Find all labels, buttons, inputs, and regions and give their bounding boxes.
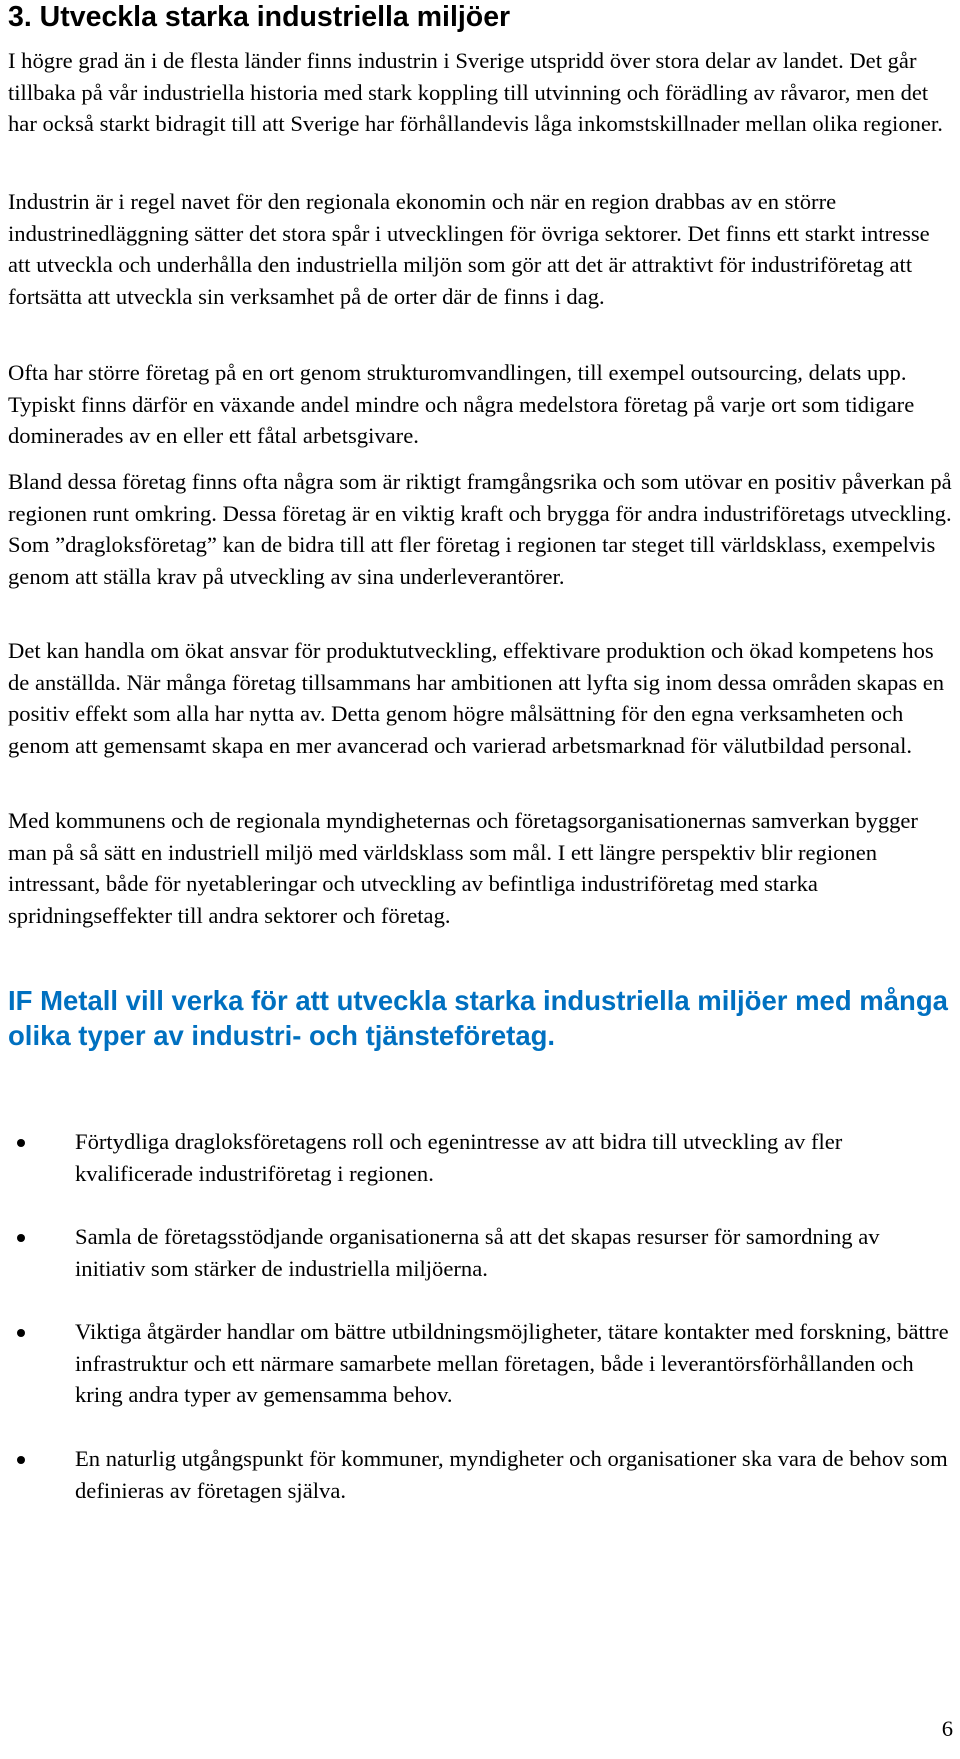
list-item-text: En naturlig utgångspunkt för kommuner, myndigheter och organisationer ska vara de behov som definieras av företagen själva.	[75, 1446, 948, 1503]
paragraph-1: I högre grad än i de flesta länder finns industrin i Sverige utspridd över stora delar av landet. Det går tillbaka på vår industriella historia med stark koppling till utvinning och förädling av råvaror, men det har också starkt bidragit till att Sverige har förhållandevis låga inkomstskillnader mellan olika regioner.	[8, 48, 943, 136]
section-heading: 3. Utveckla starka industriella miljöer	[8, 1, 511, 33]
list-item-text: Viktiga åtgärder handlar om bättre utbildningsmöjligheter, tätare kontakter med forskning, bättre infrastruktur och ett närmare samarbete mellan företagen, både i leverantörsförhållanden och kring andra typer av gemensamma behov.	[75, 1319, 949, 1407]
list-item-text: Förtydliga dragloksföretagens roll och egenintresse av att bidra till utveckling av fler kvalificerade industriföretag i regionen.	[75, 1129, 843, 1186]
paragraph-2: Industrin är i regel navet för den regionala ekonomin och när en region drabbas av en större industrinedläggning sätter det stora spår i utvecklingen för övriga sektorer. Det finns ett starkt intresse att utveckla och underhålla den industriella miljön som gör att det är attraktivt för industriföretag att fortsätta att utveckla sin verksamhet på de orter där de finns i dag.	[8, 189, 930, 309]
bullet-icon	[17, 1456, 25, 1464]
list-item-text: Samla de företagsstödjande organisationerna så att det skapas resurser för samordning av initiativ som stärker de industriella miljöerna.	[75, 1224, 880, 1281]
callout-heading: IF Metall vill verka för att utveckla starka industriella miljöer med många olika typer av industri- och tjänsteföretag.	[8, 985, 948, 1051]
bullet-icon	[17, 1139, 25, 1147]
paragraph-4: Bland dessa företag finns ofta några som är riktigt framgångsrika och som utövar en positiv påverkan på regionen runt omkring. Dessa företag är en viktig kraft och brygga för andra industriföretags utveckling. Som ”dragloksföretag” kan de bidra till att fler företag i regionen tar steget till världsklass, exempelvis genom att ställa krav på utveckling av sina underleverantörer.	[8, 469, 952, 589]
paragraph-5: Det kan handla om ökat ansvar för produktutveckling, effektivare produktion och ökad kompetens hos de anställda. När många företag tillsammans har ambitionen att lyfta sig inom dessa områden skapas en positiv effekt som alla har nytta av. Detta genom högre målsättning för den egna verksamheten och genom att gemensamt skapa en mer avancerad och varierad arbetsmarknad för välutbildad personal.	[8, 638, 945, 758]
page-number: 6	[941, 1716, 953, 1741]
bullet-icon	[17, 1234, 25, 1242]
document-page	[8, 0, 953, 1741]
paragraph-3: Ofta har större företag på en ort genom strukturomvandlingen, till exempel outsourcing, delats upp. Typiskt finns därför en växande andel mindre och några medelstora företag på varje ort som tidigare dominerades av en eller ett fåtal arbetsgivare.	[8, 360, 915, 448]
bullet-icon	[17, 1329, 25, 1337]
paragraph-6: Med kommunens och de regionala myndigheternas och företagsorganisationernas samverkan bygger man på så sätt en industriell miljö med världsklass som mål. I ett längre perspektiv blir regionen intressant, både för nyetableringar och utveckling av befintliga industriföretag med starka spridningseffekter till andra sektorer och företag.	[8, 808, 918, 928]
